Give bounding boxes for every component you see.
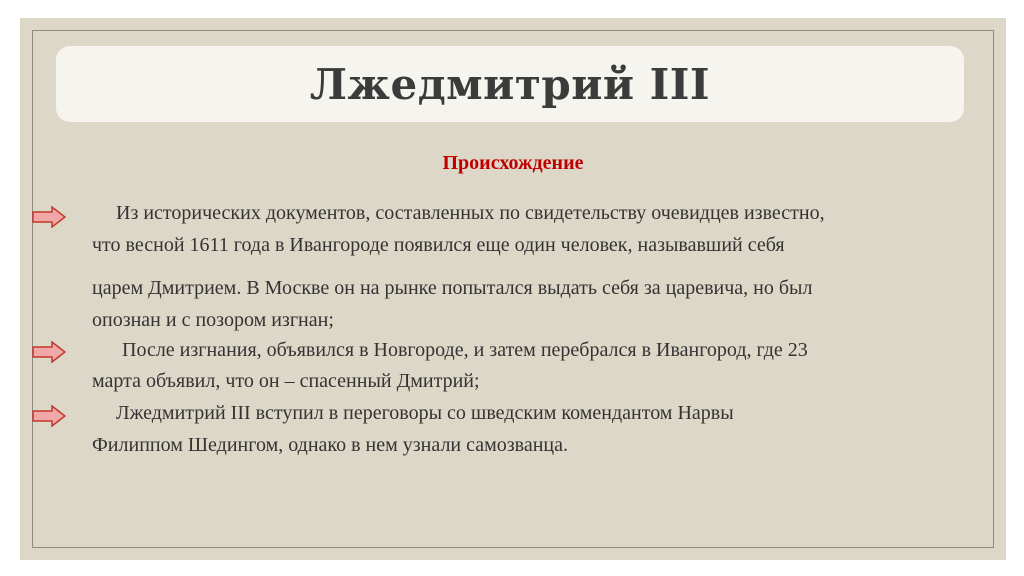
bullet-arrow-icon: [32, 405, 66, 427]
paragraph-3-line-1: Лжедмитрий III вступил в переговоры со шведским комендантом Нарвы: [116, 402, 734, 424]
paragraph-1-line-4: опознан и с позором изгнан;: [92, 309, 334, 331]
paragraph-2-line-1: После изгнания, объявился в Новгороде, и затем перебрался в Ивангород, где 23: [122, 339, 808, 361]
slide-title: Лжедмитрий III: [309, 59, 711, 109]
bullet-arrow-icon: [32, 341, 66, 363]
paragraph-3-line-2: Филиппом Шедингом, однако в нем узнали самозванца.: [92, 434, 569, 456]
paragraph-1-line-2: что весной 1611 года в Ивангороде появился еще один человек, называвший себя: [92, 234, 785, 256]
slide: [20, 18, 1006, 560]
paragraph-1-line-1: Из исторических документов, составленных по свидетельству очевидцев известно,: [116, 202, 825, 224]
title-box: [56, 46, 964, 122]
bullet-arrow-icon: [32, 206, 66, 228]
paragraph-2-line-2: марта объявил, что он – спасенный Дмитрий;: [92, 370, 480, 392]
paragraph-1-line-3: царем Дмитрием. В Москве он на рынке попытался выдать себя за царевича, но был: [92, 277, 813, 299]
slide-subtitle: Происхождение: [442, 152, 584, 174]
